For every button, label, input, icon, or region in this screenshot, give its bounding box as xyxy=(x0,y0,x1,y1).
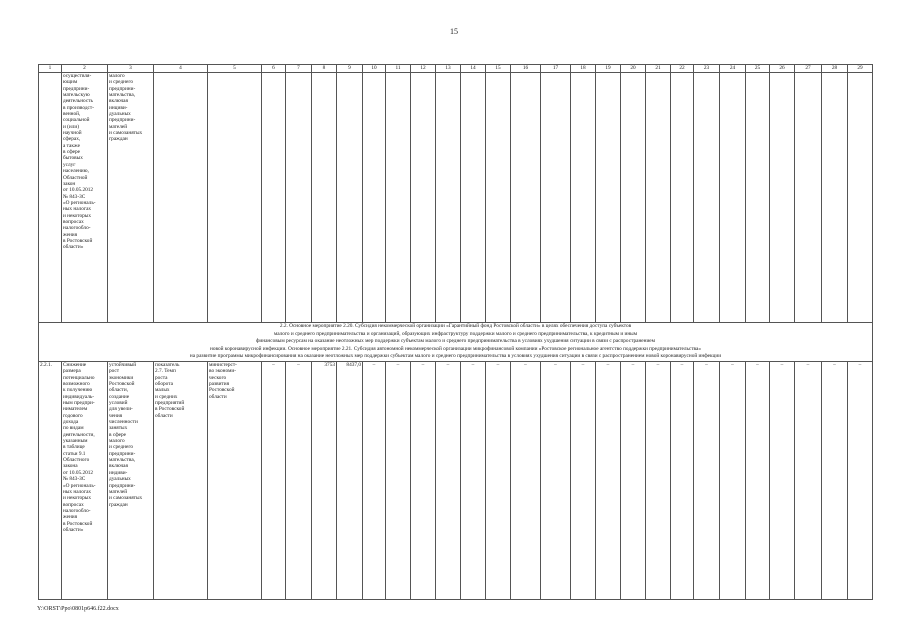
row2-dash-cell: – xyxy=(770,361,795,599)
header-cell: 24 xyxy=(720,65,746,73)
header-cell: 6 xyxy=(262,65,286,73)
row-cell xyxy=(694,73,720,323)
header-cell: 4 xyxy=(154,65,208,73)
row2-dash-cell: – xyxy=(720,361,746,599)
header-cell: 28 xyxy=(822,65,848,73)
header-cell: 18 xyxy=(571,65,596,73)
header-number-row xyxy=(39,65,873,73)
row-cell xyxy=(746,73,770,323)
row-cell xyxy=(770,73,795,323)
row2-dash-cell: – xyxy=(436,361,461,599)
row2-dash-cell: – xyxy=(411,361,436,599)
row-cell xyxy=(848,73,873,323)
row2-dash-cell: – xyxy=(571,361,596,599)
row-cell xyxy=(363,73,386,323)
row2-dash-cell: – xyxy=(822,361,848,599)
table-row xyxy=(39,361,873,599)
section-heading-row xyxy=(39,323,873,362)
header-cell: 22 xyxy=(671,65,694,73)
header-cell: 7 xyxy=(286,65,312,73)
row-cell xyxy=(596,73,621,323)
header-cell: 20 xyxy=(621,65,646,73)
row2-dash-cell: – xyxy=(363,361,386,599)
row-cell xyxy=(621,73,646,323)
row-cell xyxy=(461,73,486,323)
header-cell: 14 xyxy=(461,65,486,73)
section-heading: 2.2. Основное мероприятие 2.20. Субсидия некоммерческой организации «Гарантийный фонд Ростовской области» в целях обеспечения доступа субъектов малого и среднего предпринимательства и организаций, образующих инфраструктуру поддержки малого и среднего предпринимательства, к кредитным и иным финансовым ресурсам на оказание неотложных мер поддержки субъектам малого и среднего предпринимательства в условиях ухудшения ситуации в связи с распространением новой коронавирусной инфекции. Основное мероприятие 2.21. Субсидия автономной некоммерческой организации микрофинансовой компании «Ростовское региональное агентство поддержки предпринимательства» на развитие программы микрофинансирования на оказание неотложных мер поддержки субъектам малого и среднего предпринимательства в условиях ухудшения ситуации в связи с распространением новой коронавирусной инфекции xyxy=(39,323,873,362)
row-cell xyxy=(822,73,848,323)
row2-dash-cell: – xyxy=(621,361,646,599)
header-cell: 17 xyxy=(541,65,571,73)
row2-dash-cell: – xyxy=(511,361,541,599)
row2-dash-cell: – xyxy=(671,361,694,599)
row2-responsible-cell: министерст- во экономи- ческого развития Ростовской области xyxy=(208,361,262,599)
row-cell xyxy=(154,73,208,323)
header-cell: 1 xyxy=(39,65,62,73)
page-number: 15 xyxy=(450,27,458,36)
row2-indicator-cell: показатель 2.7. Темп роста оборота малых и средних предприятий в Ростовской области xyxy=(154,361,208,599)
row-cell xyxy=(795,73,822,323)
header-cell: 3 xyxy=(108,65,154,73)
row2-description-cell: Снижение размера потенциально возможного к получению индивидуаль- ным предпри- нимателем годового дохода по видам деятельности, указанным в таблице статьи 9.1 Областного закона от 10.05.2012 № 843-ЗС «О региональ- ных налогах и некоторых вопросах налогообло- жения в Ростовской области» xyxy=(62,361,108,599)
row-cell xyxy=(411,73,436,323)
row-cell xyxy=(486,73,511,323)
row2-value-cell: – xyxy=(262,361,286,599)
row-cell xyxy=(286,73,312,323)
row-cell xyxy=(386,73,411,323)
row2-dash-cell: – xyxy=(848,361,873,599)
row2-dash-cell: – xyxy=(541,361,571,599)
header-cell: 15 xyxy=(486,65,511,73)
row1-description-cell: осуществля- ющим предприни- мательскую деятельность в производст- венной, социальной и (или) научной сферах, а также в сфере бытовых услуг населению, Областной закон от 10.05.2012 № 843-ЗС «О региональ- ных налогах и некоторых вопросах налогообло- жения в Ростовской области» xyxy=(62,73,108,323)
row2-dash-cell: – xyxy=(596,361,621,599)
header-cell: 8 xyxy=(312,65,337,73)
header-cell: 27 xyxy=(795,65,822,73)
row2-dash-cell: – xyxy=(486,361,511,599)
row-cell xyxy=(337,73,363,323)
row2-dash-cell: – xyxy=(461,361,486,599)
row-cell xyxy=(720,73,746,323)
header-cell: 10 xyxy=(363,65,386,73)
row-cell xyxy=(39,73,62,323)
row2-goal-cell: устойчивый рост экономики Ростовской области, создание условий для увели- чения численности занятых в сфере малого и среднего предприни- мательства, включая индиви- дуальных предприни- мателей и самозанятых граждан xyxy=(108,361,154,599)
row2-value-cell: 3753 xyxy=(312,361,337,599)
row2-dash-cell: – xyxy=(694,361,720,599)
row-cell xyxy=(511,73,541,323)
header-cell: 29 xyxy=(848,65,873,73)
row2-number-cell: 2.2.1. xyxy=(39,361,62,599)
header-cell: 9 xyxy=(337,65,363,73)
row2-dash-cell: – xyxy=(386,361,411,599)
data-table xyxy=(38,64,873,600)
row2-value-cell: 8437,0 xyxy=(337,361,363,599)
row-cell xyxy=(436,73,461,323)
row2-value-cell: – xyxy=(286,361,312,599)
row-cell xyxy=(571,73,596,323)
row-cell xyxy=(312,73,337,323)
header-cell: 21 xyxy=(646,65,671,73)
row2-dash-cell: – xyxy=(795,361,822,599)
header-cell: 13 xyxy=(436,65,461,73)
header-cell: 25 xyxy=(746,65,770,73)
row-cell xyxy=(671,73,694,323)
header-cell: 11 xyxy=(386,65,411,73)
row-cell xyxy=(208,73,262,323)
header-cell: 26 xyxy=(770,65,795,73)
row-cell xyxy=(262,73,286,323)
row2-dash-cell: – xyxy=(646,361,671,599)
header-cell: 16 xyxy=(511,65,541,73)
row1-target-group-cell: малого и среднего предприни- мательства, включая инциви- дуальных предприни- мателей и самозанятых граждан xyxy=(108,73,154,323)
header-cell: 19 xyxy=(596,65,621,73)
row2-dash-cell: – xyxy=(746,361,770,599)
header-cell: 12 xyxy=(411,65,436,73)
row-cell xyxy=(541,73,571,323)
header-cell: 23 xyxy=(694,65,720,73)
footer-file-path: Y:\ORST\Ppo\0801p646.f22.docx xyxy=(37,606,119,612)
header-cell: 2 xyxy=(62,65,108,73)
data-table-container xyxy=(38,64,862,600)
row-cell xyxy=(646,73,671,323)
table-row xyxy=(39,73,873,323)
header-cell: 5 xyxy=(208,65,262,73)
